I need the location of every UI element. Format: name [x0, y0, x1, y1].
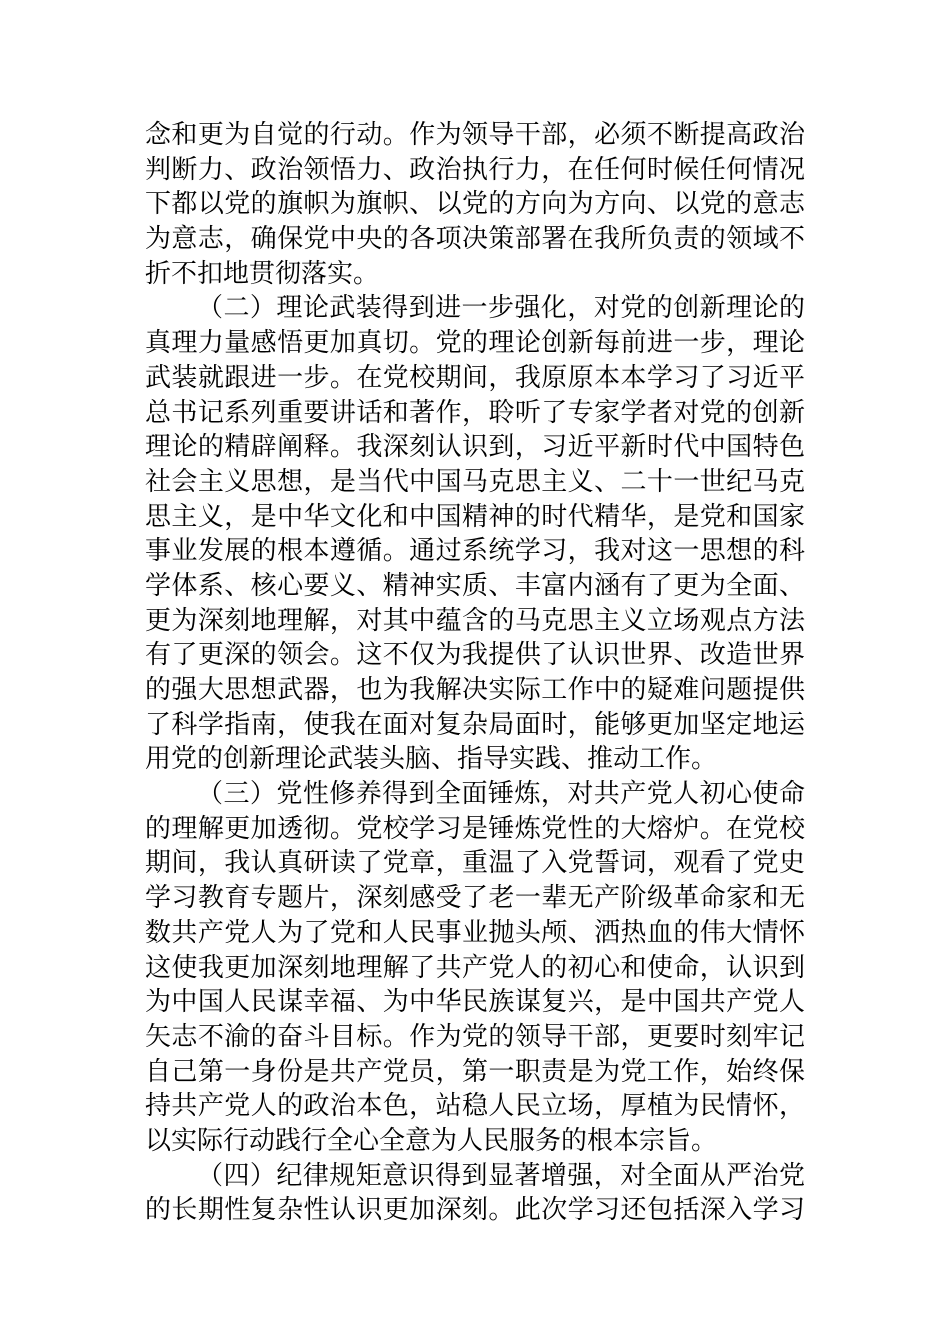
text-line: 矢志不渝的奋斗目标。作为党的领导干部，更要时刻牢记 [145, 1021, 805, 1052]
text-line: 判断力、政治领悟力、政治执行力，在任何时候任何情况 [145, 154, 805, 185]
text-line: 为中国人民谋幸福、为中华民族谋复兴，是中国共产党人 [145, 987, 805, 1018]
text-line: 的强大思想武器，也为我解决实际工作中的疑难问题提供 [145, 675, 805, 705]
text-line: 学习教育专题片，深刻感受了老一辈无产阶级革命家和无 [145, 883, 805, 914]
paragraph-section-2 [145, 291, 805, 777]
text-line: 有了更深的领会。这不仅为我提供了认识世界、改造世界 [145, 640, 805, 671]
paragraph-section-4 [145, 1159, 805, 1228]
text-line: 的理解更加透彻。党校学习是锤炼党性的大熔炉。在党校 [145, 813, 805, 844]
text-line: 武装就跟进一步。在党校期间，我原原本本学习了习近平 [145, 362, 805, 393]
text-line: 下都以党的旗帜为旗帜、以党的方向为方向、以党的意志 [145, 189, 805, 220]
text-line: 了科学指南，使我在面对复杂局面时，能够更加坚定地运 [145, 709, 805, 740]
text-line: 学体系、核心要义、精神实质、丰富内涵有了更为全面、 [145, 570, 805, 601]
paragraph-continuation [145, 118, 805, 291]
text-line: 折不扣地贯彻落实。 [145, 258, 380, 289]
text-line: 自己第一身份是共产党员，第一职责是为党工作，始终保 [145, 1056, 805, 1087]
text-line: 社会主义思想，是当代中国马克思主义、二十一世纪马克 [145, 466, 805, 497]
text-line: 期间，我认真研读了党章，重温了入党誓词，观看了党史 [145, 848, 805, 879]
text-line: 的长期性复杂性认识更加深刻。此次学习还包括深入学习 [145, 1195, 805, 1226]
text-line: 思主义，是中华文化和中国精神的时代精华，是党和国家 [145, 501, 805, 532]
text-line: 这使我更加深刻地理解了共产党人的初心和使命，认识到 [145, 952, 805, 983]
text-line: 真理力量感悟更加真切。党的理论创新每前进一步，理论 [145, 328, 805, 359]
paragraph-section-3 [145, 777, 805, 1159]
text-line: 事业发展的根本遵循。通过系统学习，我对这一思想的科 [145, 536, 805, 567]
text-line: 总书记系列重要讲话和著作，聆听了专家学者对党的创新 [145, 397, 805, 428]
text-line: 用党的创新理论武装头脑、指导实践、推动工作。 [145, 744, 718, 775]
text-line: 理论的精辟阐释。我深刻认识到，习近平新时代中国特色 [145, 432, 805, 463]
section-heading-line: （二）理论武装得到进一步强化，对党的创新理论的 [197, 293, 805, 324]
text-line: 数共产党人为了党和人民事业抛头颅、洒热血的伟大情怀 [145, 917, 805, 948]
section-heading-line: （四）纪律规矩意识得到显著增强，对全面从严治党 [197, 1160, 805, 1191]
document-page [145, 118, 805, 1228]
text-line: 更为深刻地理解，对其中蕴含的马克思主义立场观点方法 [145, 605, 805, 636]
text-line: 以实际行动践行全心全意为人民服务的根本宗旨。 [145, 1125, 718, 1156]
section-heading-line: （三）党性修养得到全面锤炼，对共产党人初心使命 [197, 779, 805, 810]
text-line: 念和更为自觉的行动。作为领导干部，必须不断提高政治 [145, 120, 805, 150]
text-line: 为意志，确保党中央的各项决策部署在我所负责的领域不 [145, 224, 805, 255]
text-line: 持共产党人的政治本色，站稳人民立场，厚植为民情怀， [145, 1091, 805, 1122]
